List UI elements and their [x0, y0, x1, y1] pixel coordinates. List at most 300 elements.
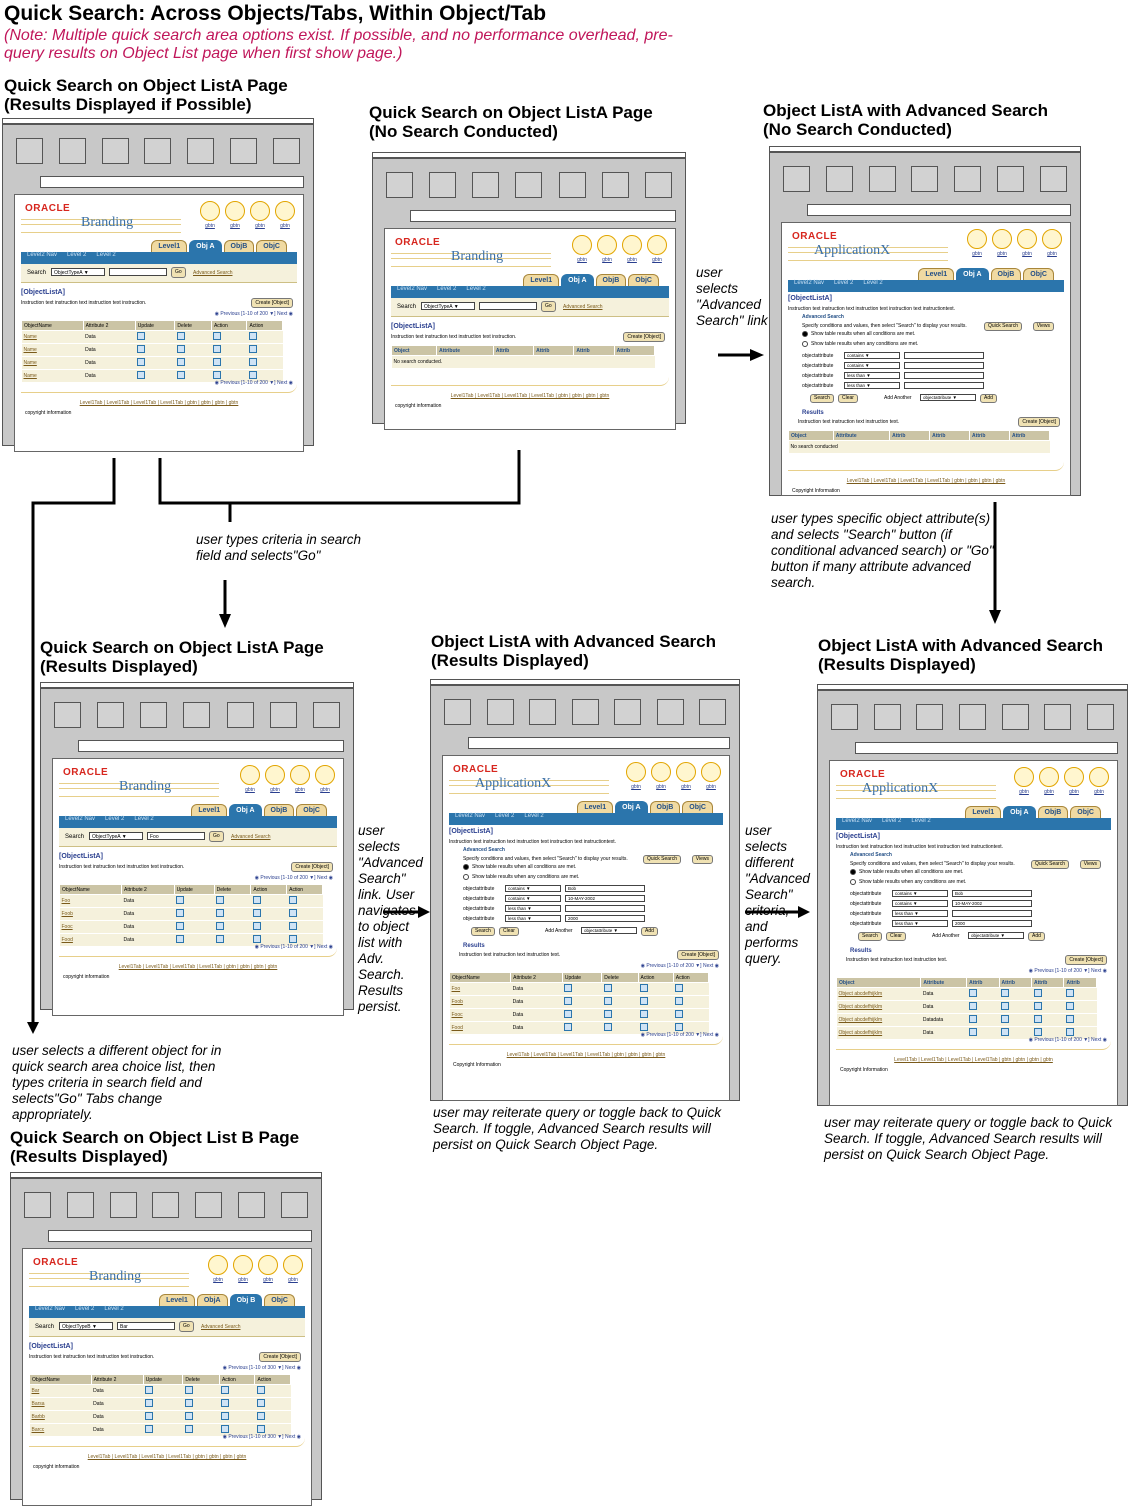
tab-obja[interactable]: Obj A	[956, 268, 988, 280]
pagination-bottom[interactable]: ◉ Previous [1-10 of 200 ▼] Next ◉	[254, 944, 333, 950]
column-header[interactable]: Update	[562, 973, 601, 983]
toolbar-button[interactable]	[230, 138, 257, 164]
toolbar-button[interactable]	[227, 702, 254, 728]
row-checkbox[interactable]	[967, 1014, 999, 1027]
nav-level2-nav[interactable]: Level2 Nav	[397, 286, 428, 292]
global-button-icon[interactable]: gbtn	[647, 235, 667, 263]
row-checkbox[interactable]	[183, 1411, 220, 1424]
row-checkbox[interactable]	[211, 331, 247, 344]
condition-value-input[interactable]: Bob	[565, 885, 645, 892]
toolbar-button[interactable]	[270, 702, 297, 728]
advanced-search-link[interactable]: Advanced Search	[201, 1324, 241, 1330]
search-input[interactable]: Foo	[147, 832, 205, 840]
row-checkbox[interactable]	[999, 1001, 1031, 1014]
column-header[interactable]: Attrib	[614, 346, 654, 356]
footer-nav[interactable]: Level1Tab | Level1Tab | Level1Tab | Level1Tab | gbtn | gbtn | gbtn | gbtn	[79, 400, 239, 406]
column-header[interactable]: Delete	[183, 1375, 220, 1385]
footer-nav[interactable]: Level1Tab | Level1Tab | Level1Tab | Level1Tab | gbtn | gbtn | gbtn | gbtn	[894, 1057, 1053, 1063]
row-checkbox[interactable]	[175, 370, 212, 383]
create-object-button[interactable]: Create [Object]	[1065, 955, 1107, 965]
row-checkbox[interactable]	[999, 1027, 1031, 1040]
create-object-button[interactable]: Create [Object]	[677, 950, 719, 960]
column-header[interactable]: ObjectName	[450, 973, 511, 983]
row-checkbox[interactable]	[219, 1398, 255, 1411]
row-link[interactable]: Fooc	[450, 1009, 511, 1022]
column-header[interactable]: Action	[638, 973, 673, 983]
advanced-search-link[interactable]: Advanced Search	[193, 270, 233, 276]
nav-level2[interactable]: Level 2	[105, 816, 125, 822]
condition-operator-select[interactable]: less than ▼	[892, 920, 948, 927]
column-header[interactable]: Object	[837, 978, 921, 988]
condition-operator-select[interactable]: less than ▼	[505, 905, 561, 912]
global-button-icon[interactable]: gbtn	[1064, 767, 1084, 795]
tab-objc[interactable]: ObjC	[296, 804, 327, 816]
column-header[interactable]: Object	[789, 431, 834, 441]
column-header[interactable]: Attribute	[437, 346, 494, 356]
row-checkbox[interactable]	[562, 983, 601, 996]
tab-level1[interactable]: Level1	[577, 801, 613, 813]
row-checkbox[interactable]	[287, 895, 323, 908]
tab-level1[interactable]: Level1	[918, 268, 954, 280]
global-button-icon[interactable]: gbtn	[597, 235, 617, 263]
toolbar-button[interactable]	[24, 1192, 51, 1218]
row-checkbox[interactable]	[255, 1411, 291, 1424]
add-attribute-select[interactable]: objectattribute ▼	[968, 932, 1024, 939]
row-link[interactable]: Food	[60, 934, 122, 947]
row-link[interactable]: Foo	[450, 983, 511, 996]
toolbar-button[interactable]	[874, 704, 901, 730]
address-bar[interactable]	[807, 204, 1071, 216]
row-checkbox[interactable]	[287, 908, 323, 921]
create-object-button[interactable]: Create [Object]	[259, 1352, 301, 1362]
condition-value-input[interactable]	[565, 905, 645, 912]
toolbar-button[interactable]	[313, 702, 340, 728]
nav-level2-nav[interactable]: Level2 Nav	[794, 280, 825, 286]
row-checkbox[interactable]	[999, 1014, 1031, 1027]
column-header[interactable]: ObjectName	[60, 885, 122, 895]
toolbar-button[interactable]	[1002, 704, 1029, 730]
row-checkbox[interactable]	[673, 983, 708, 996]
tab-level1[interactable]: Level1	[965, 806, 1001, 818]
tab-objb[interactable]: ObjB	[224, 240, 255, 252]
search-input[interactable]: Bar	[117, 1322, 175, 1330]
clear-button[interactable]: Clear	[499, 927, 519, 936]
row-link[interactable]: Object abcdefhijklm	[837, 988, 921, 1001]
row-link[interactable]: Foo	[60, 895, 122, 908]
go-button[interactable]: Go	[171, 267, 186, 278]
row-checkbox[interactable]	[255, 1398, 291, 1411]
row-checkbox[interactable]	[1064, 1001, 1097, 1014]
toolbar-button[interactable]	[916, 704, 943, 730]
pagination[interactable]: ◉ Previous [1-10 of 200 ▼] Next ◉	[254, 875, 333, 881]
add-button[interactable]: Add	[641, 927, 658, 936]
row-checkbox[interactable]	[1032, 1014, 1064, 1027]
toolbar-button[interactable]	[657, 699, 684, 725]
tab-obja[interactable]: Obj A	[1003, 806, 1035, 818]
nav-level2[interactable]: Level 2	[882, 818, 902, 824]
row-checkbox[interactable]	[251, 895, 287, 908]
row-checkbox[interactable]	[638, 983, 673, 996]
address-bar[interactable]	[40, 176, 304, 188]
global-button-icon[interactable]: gbtn	[275, 201, 295, 229]
row-checkbox[interactable]	[214, 895, 251, 908]
search-button[interactable]: Search	[471, 927, 495, 936]
object-type-select[interactable]: ObjectTypeA ▼	[89, 832, 143, 840]
row-checkbox[interactable]	[562, 1022, 601, 1035]
column-header[interactable]: Action	[251, 885, 287, 895]
row-checkbox[interactable]	[999, 988, 1031, 1001]
row-checkbox[interactable]	[135, 331, 175, 344]
toolbar-button[interactable]	[102, 138, 129, 164]
tab-objc[interactable]: ObjC	[256, 240, 287, 252]
toolbar-button[interactable]	[110, 1192, 137, 1218]
condition-operator-select[interactable]: less than ▼	[844, 372, 900, 379]
column-header[interactable]: Object	[392, 346, 437, 356]
row-checkbox[interactable]	[287, 921, 323, 934]
toolbar-button[interactable]	[1044, 704, 1071, 730]
column-header[interactable]: Action	[247, 321, 283, 331]
object-type-select[interactable]: ObjectTypeB ▼	[59, 1322, 113, 1330]
toolbar-button[interactable]	[472, 172, 499, 198]
create-object-button[interactable]: Create [Object]	[1018, 417, 1060, 427]
row-checkbox[interactable]	[247, 331, 283, 344]
tab-objc[interactable]: ObjC	[682, 801, 713, 813]
create-object-button[interactable]: Create [Object]	[623, 332, 665, 342]
column-header[interactable]: Attrib	[1010, 431, 1050, 441]
row-checkbox[interactable]	[175, 331, 212, 344]
toolbar-button[interactable]	[1087, 704, 1114, 730]
toolbar-button[interactable]	[187, 138, 214, 164]
create-object-button[interactable]: Create [Object]	[251, 298, 293, 308]
row-checkbox[interactable]	[175, 344, 212, 357]
condition-value-input[interactable]: 2000	[565, 915, 645, 922]
nav-level2-nav[interactable]: Level2 Nav	[455, 813, 486, 819]
global-button-icon[interactable]: gbtn	[233, 1255, 253, 1283]
toolbar-button[interactable]	[140, 702, 167, 728]
row-checkbox[interactable]	[602, 1022, 638, 1035]
nav-level2[interactable]: Level 2	[495, 813, 515, 819]
global-button-icon[interactable]: gbtn	[258, 1255, 278, 1283]
global-button-icon[interactable]: gbtn	[1089, 767, 1109, 795]
tab-level1[interactable]: Level1	[159, 1294, 195, 1306]
toolbar-button[interactable]	[869, 166, 896, 192]
row-checkbox[interactable]	[143, 1411, 183, 1424]
all-conditions-radio[interactable]	[850, 869, 856, 875]
column-header[interactable]: Delete	[175, 321, 212, 331]
row-link[interactable]: Foob	[450, 996, 511, 1009]
toolbar-button[interactable]	[645, 172, 672, 198]
tab-objc[interactable]: ObjC	[264, 1294, 295, 1306]
object-type-select[interactable]: ObjectTypeA ▼	[51, 268, 105, 276]
row-checkbox[interactable]	[183, 1398, 220, 1411]
column-header[interactable]: Attrib	[493, 346, 533, 356]
column-header[interactable]: Action	[673, 973, 708, 983]
nav-level2[interactable]: Level 2	[96, 252, 116, 258]
address-bar[interactable]	[78, 740, 344, 752]
row-link[interactable]: Bar	[30, 1385, 92, 1398]
row-checkbox[interactable]	[1032, 1001, 1064, 1014]
condition-value-input[interactable]: 2000	[952, 920, 1032, 927]
row-checkbox[interactable]	[1032, 988, 1064, 1001]
pagination[interactable]: ◉ Previous [1-10 of 300 ▼] Next ◉	[222, 1365, 301, 1371]
global-button-icon[interactable]: gbtn	[1014, 767, 1034, 795]
pagination-bottom[interactable]: ◉ Previous [1-10 of 300 ▼] Next ◉	[222, 1434, 301, 1440]
clear-button[interactable]: Clear	[886, 932, 906, 941]
nav-level2[interactable]: Level 2	[437, 286, 457, 292]
row-checkbox[interactable]	[143, 1385, 183, 1398]
condition-value-input[interactable]	[904, 382, 984, 389]
footer-nav[interactable]: Level1Tab | Level1Tab | Level1Tab | Level1Tab | gbtn | gbtn | gbtn | gbtn	[506, 1052, 666, 1058]
toolbar-button[interactable]	[97, 702, 124, 728]
toolbar-button[interactable]	[602, 172, 629, 198]
global-button-icon[interactable]: gbtn	[1017, 229, 1037, 257]
column-header[interactable]: Attribute 2	[83, 321, 135, 331]
row-link[interactable]: Name	[22, 370, 84, 383]
tab-objb[interactable]: ObjB	[1038, 806, 1069, 818]
quick-search-button[interactable]: Quick Search	[643, 855, 681, 864]
tab-obja[interactable]: Obj A	[561, 274, 593, 286]
tab-objb[interactable]: ObjB	[650, 801, 681, 813]
row-checkbox[interactable]	[143, 1424, 183, 1437]
condition-operator-select[interactable]: contains ▼	[505, 895, 561, 902]
row-checkbox[interactable]	[211, 344, 247, 357]
toolbar-button[interactable]	[238, 1192, 265, 1218]
toolbar-button[interactable]	[572, 699, 599, 725]
any-conditions-radio[interactable]	[802, 341, 808, 347]
row-checkbox[interactable]	[135, 357, 175, 370]
global-button-icon[interactable]: gbtn	[208, 1255, 228, 1283]
row-checkbox[interactable]	[602, 996, 638, 1009]
row-checkbox[interactable]	[135, 370, 175, 383]
row-link[interactable]: Barcc	[30, 1424, 92, 1437]
toolbar-button[interactable]	[826, 166, 853, 192]
tab-objc[interactable]: ObjC	[1070, 806, 1101, 818]
search-button[interactable]: Search	[858, 932, 882, 941]
column-header[interactable]: Attrib	[930, 431, 970, 441]
column-header[interactable]: Action	[255, 1375, 291, 1385]
row-link[interactable]: Barsa	[30, 1398, 92, 1411]
nav-level2[interactable]: Level 2	[466, 286, 486, 292]
row-checkbox[interactable]	[174, 908, 214, 921]
views-button[interactable]: Views	[692, 855, 713, 864]
row-checkbox[interactable]	[602, 1009, 638, 1022]
nav-level2[interactable]: Level 2	[834, 280, 854, 286]
tab-level1[interactable]: Level1	[523, 274, 559, 286]
row-checkbox[interactable]	[562, 996, 601, 1009]
tab-level1[interactable]: Level1	[151, 240, 187, 252]
address-bar[interactable]	[855, 742, 1118, 754]
global-button-icon[interactable]: gbtn	[1039, 767, 1059, 795]
condition-operator-select[interactable]: contains ▼	[505, 885, 561, 892]
global-button-icon[interactable]: gbtn	[250, 201, 270, 229]
column-header[interactable]: Attribute 2	[511, 973, 563, 983]
column-header[interactable]: Action	[219, 1375, 255, 1385]
nav-level2[interactable]: Level 2	[67, 252, 87, 258]
row-link[interactable]: Fooc	[60, 921, 122, 934]
nav-level2[interactable]: Level 2	[911, 818, 931, 824]
row-checkbox[interactable]	[602, 983, 638, 996]
global-button-icon[interactable]: gbtn	[701, 762, 721, 790]
global-button-icon[interactable]: gbtn	[992, 229, 1012, 257]
column-header[interactable]: ObjectName	[30, 1375, 92, 1385]
row-checkbox[interactable]	[174, 934, 214, 947]
tab-obja2[interactable]: ObjA	[197, 1294, 228, 1306]
row-checkbox[interactable]	[219, 1411, 255, 1424]
row-checkbox[interactable]	[562, 1009, 601, 1022]
condition-operator-select[interactable]: contains ▼	[844, 362, 900, 369]
row-checkbox[interactable]	[638, 1009, 673, 1022]
tab-level1[interactable]: Level1	[191, 804, 227, 816]
row-checkbox[interactable]	[1064, 1014, 1097, 1027]
toolbar-button[interactable]	[54, 702, 81, 728]
condition-operator-select[interactable]: contains ▼	[892, 900, 948, 907]
row-checkbox[interactable]	[135, 344, 175, 357]
row-checkbox[interactable]	[251, 921, 287, 934]
footer-nav[interactable]: Level1Tab | Level1Tab | Level1Tab | Level1Tab | gbtn | gbtn | gbtn | gbtn	[87, 1454, 247, 1460]
toolbar-button[interactable]	[429, 172, 456, 198]
global-button-icon[interactable]: gbtn	[225, 201, 245, 229]
condition-value-input[interactable]: Bob	[952, 890, 1032, 897]
row-checkbox[interactable]	[219, 1385, 255, 1398]
toolbar-button[interactable]	[59, 138, 86, 164]
toolbar-button[interactable]	[67, 1192, 94, 1218]
row-link[interactable]: Foob	[60, 908, 122, 921]
object-type-select[interactable]: ObjectTypeA ▼	[421, 302, 475, 310]
pagination[interactable]: ◉ Previous [1-10 of 200 ▼] Next ◉	[640, 963, 719, 969]
toolbar-button[interactable]	[783, 166, 810, 192]
toolbar-button[interactable]	[1040, 166, 1067, 192]
toolbar-button[interactable]	[559, 172, 586, 198]
tab-objc[interactable]: ObjC	[628, 274, 659, 286]
row-checkbox[interactable]	[174, 921, 214, 934]
column-header[interactable]: Attribute	[921, 978, 967, 988]
column-header[interactable]: Delete	[602, 973, 638, 983]
row-checkbox[interactable]	[183, 1385, 220, 1398]
row-checkbox[interactable]	[214, 921, 251, 934]
row-checkbox[interactable]	[251, 908, 287, 921]
toolbar-button[interactable]	[515, 172, 542, 198]
nav-level2-nav[interactable]: Level2 Nav	[65, 816, 96, 822]
go-button[interactable]: Go	[209, 831, 224, 842]
row-checkbox[interactable]	[214, 934, 251, 947]
condition-value-input[interactable]: 10-MAY-2002	[565, 895, 645, 902]
global-button-icon[interactable]: gbtn	[676, 762, 696, 790]
footer-nav[interactable]: Level1Tab | Level1Tab | Level1Tab | Level1Tab | gbtn | gbtn | gbtn | gbtn	[450, 393, 610, 399]
global-button-icon[interactable]: gbtn	[200, 201, 220, 229]
global-button-icon[interactable]: gbtn	[265, 765, 285, 793]
row-checkbox[interactable]	[967, 1001, 999, 1014]
footer-nav[interactable]: Level1Tab | Level1Tab | Level1Tab | Level1Tab | gbtn | gbtn | gbtn | gbtn	[846, 478, 1006, 484]
tab-objb[interactable]: ObjB	[991, 268, 1022, 280]
nav-level2-nav[interactable]: Level2 Nav	[842, 818, 873, 824]
nav-level2[interactable]: Level 2	[134, 816, 154, 822]
toolbar-button[interactable]	[831, 704, 858, 730]
add-attribute-select[interactable]: objectattribute ▼	[581, 927, 637, 934]
column-header[interactable]: Delete	[214, 885, 251, 895]
condition-value-input[interactable]	[904, 372, 984, 379]
toolbar-button[interactable]	[959, 704, 986, 730]
global-button-icon[interactable]: gbtn	[283, 1255, 303, 1283]
column-header[interactable]: Attrib	[890, 431, 930, 441]
tab-objb2[interactable]: Obj B	[230, 1294, 263, 1306]
row-checkbox[interactable]	[143, 1398, 183, 1411]
footer-nav[interactable]: Level1Tab | Level1Tab | Level1Tab | Level1Tab | gbtn | gbtn | gbtn | gbtn	[118, 964, 278, 970]
pagination[interactable]: ◉ Previous [1-10 of 200 ▼] Next ◉	[1028, 968, 1107, 974]
column-header[interactable]: Attrib	[574, 346, 614, 356]
advanced-search-link[interactable]: Advanced Search	[563, 304, 603, 310]
pagination-bottom[interactable]: ◉ Previous [1-10 of 200 ▼] Next ◉	[640, 1032, 719, 1038]
address-bar[interactable]	[48, 1230, 312, 1242]
quick-search-button[interactable]: Quick Search	[984, 322, 1022, 331]
add-attribute-select[interactable]: objectattribute ▼	[920, 394, 976, 401]
toolbar-button[interactable]	[281, 1192, 308, 1218]
column-header[interactable]: Attribute 2	[91, 1375, 143, 1385]
tab-obja[interactable]: Obj A	[615, 801, 647, 813]
toolbar-button[interactable]	[183, 702, 210, 728]
row-link[interactable]: Barbb	[30, 1411, 92, 1424]
add-button[interactable]: Add	[980, 394, 997, 403]
global-button-icon[interactable]: gbtn	[240, 765, 260, 793]
tab-obja[interactable]: Obj A	[189, 240, 221, 252]
toolbar-button[interactable]	[699, 699, 726, 725]
condition-value-input[interactable]	[952, 910, 1032, 917]
condition-operator-select[interactable]: contains ▼	[844, 352, 900, 359]
row-link[interactable]: Name	[22, 357, 84, 370]
pagination-bottom[interactable]: ◉ Previous [1-10 of 200 ▼] Next ◉	[214, 380, 293, 386]
all-conditions-radio[interactable]	[802, 331, 808, 337]
nav-level2-nav[interactable]: Level2 Nav	[35, 1306, 66, 1312]
row-checkbox[interactable]	[255, 1385, 291, 1398]
toolbar-button[interactable]	[144, 138, 171, 164]
row-checkbox[interactable]	[174, 895, 214, 908]
row-link[interactable]: Object abcdefhijklm	[837, 1014, 921, 1027]
global-button-icon[interactable]: gbtn	[622, 235, 642, 263]
toolbar-button[interactable]	[614, 699, 641, 725]
nav-level2[interactable]: Level 2	[75, 1306, 95, 1312]
views-button[interactable]: Views	[1033, 322, 1054, 331]
global-button-icon[interactable]: gbtn	[290, 765, 310, 793]
toolbar-button[interactable]	[195, 1192, 222, 1218]
column-header[interactable]: Action	[287, 885, 323, 895]
row-checkbox[interactable]	[967, 988, 999, 1001]
toolbar-button[interactable]	[273, 138, 300, 164]
row-checkbox[interactable]	[247, 357, 283, 370]
column-header[interactable]: Update	[135, 321, 175, 331]
toolbar-button[interactable]	[152, 1192, 179, 1218]
row-checkbox[interactable]	[967, 1027, 999, 1040]
row-link[interactable]: Name	[22, 331, 84, 344]
column-header[interactable]: ObjectName	[22, 321, 84, 331]
column-header[interactable]: Attrib	[1032, 978, 1064, 988]
go-button[interactable]: Go	[541, 301, 556, 312]
column-header[interactable]: Attrib	[970, 431, 1010, 441]
toolbar-button[interactable]	[16, 138, 43, 164]
column-header[interactable]: Attrib	[1064, 978, 1097, 988]
global-button-icon[interactable]: gbtn	[651, 762, 671, 790]
condition-value-input[interactable]	[904, 362, 984, 369]
quick-search-button[interactable]: Quick Search	[1031, 860, 1069, 869]
condition-value-input[interactable]: 10-MAY-2002	[952, 900, 1032, 907]
global-button-icon[interactable]: gbtn	[572, 235, 592, 263]
column-header[interactable]: Attrib	[999, 978, 1031, 988]
row-checkbox[interactable]	[673, 1009, 708, 1022]
nav-level2[interactable]: Level 2	[104, 1306, 124, 1312]
add-button[interactable]: Add	[1028, 932, 1045, 941]
toolbar-button[interactable]	[386, 172, 413, 198]
row-checkbox[interactable]	[211, 357, 247, 370]
row-checkbox[interactable]	[247, 344, 283, 357]
row-checkbox[interactable]	[638, 996, 673, 1009]
